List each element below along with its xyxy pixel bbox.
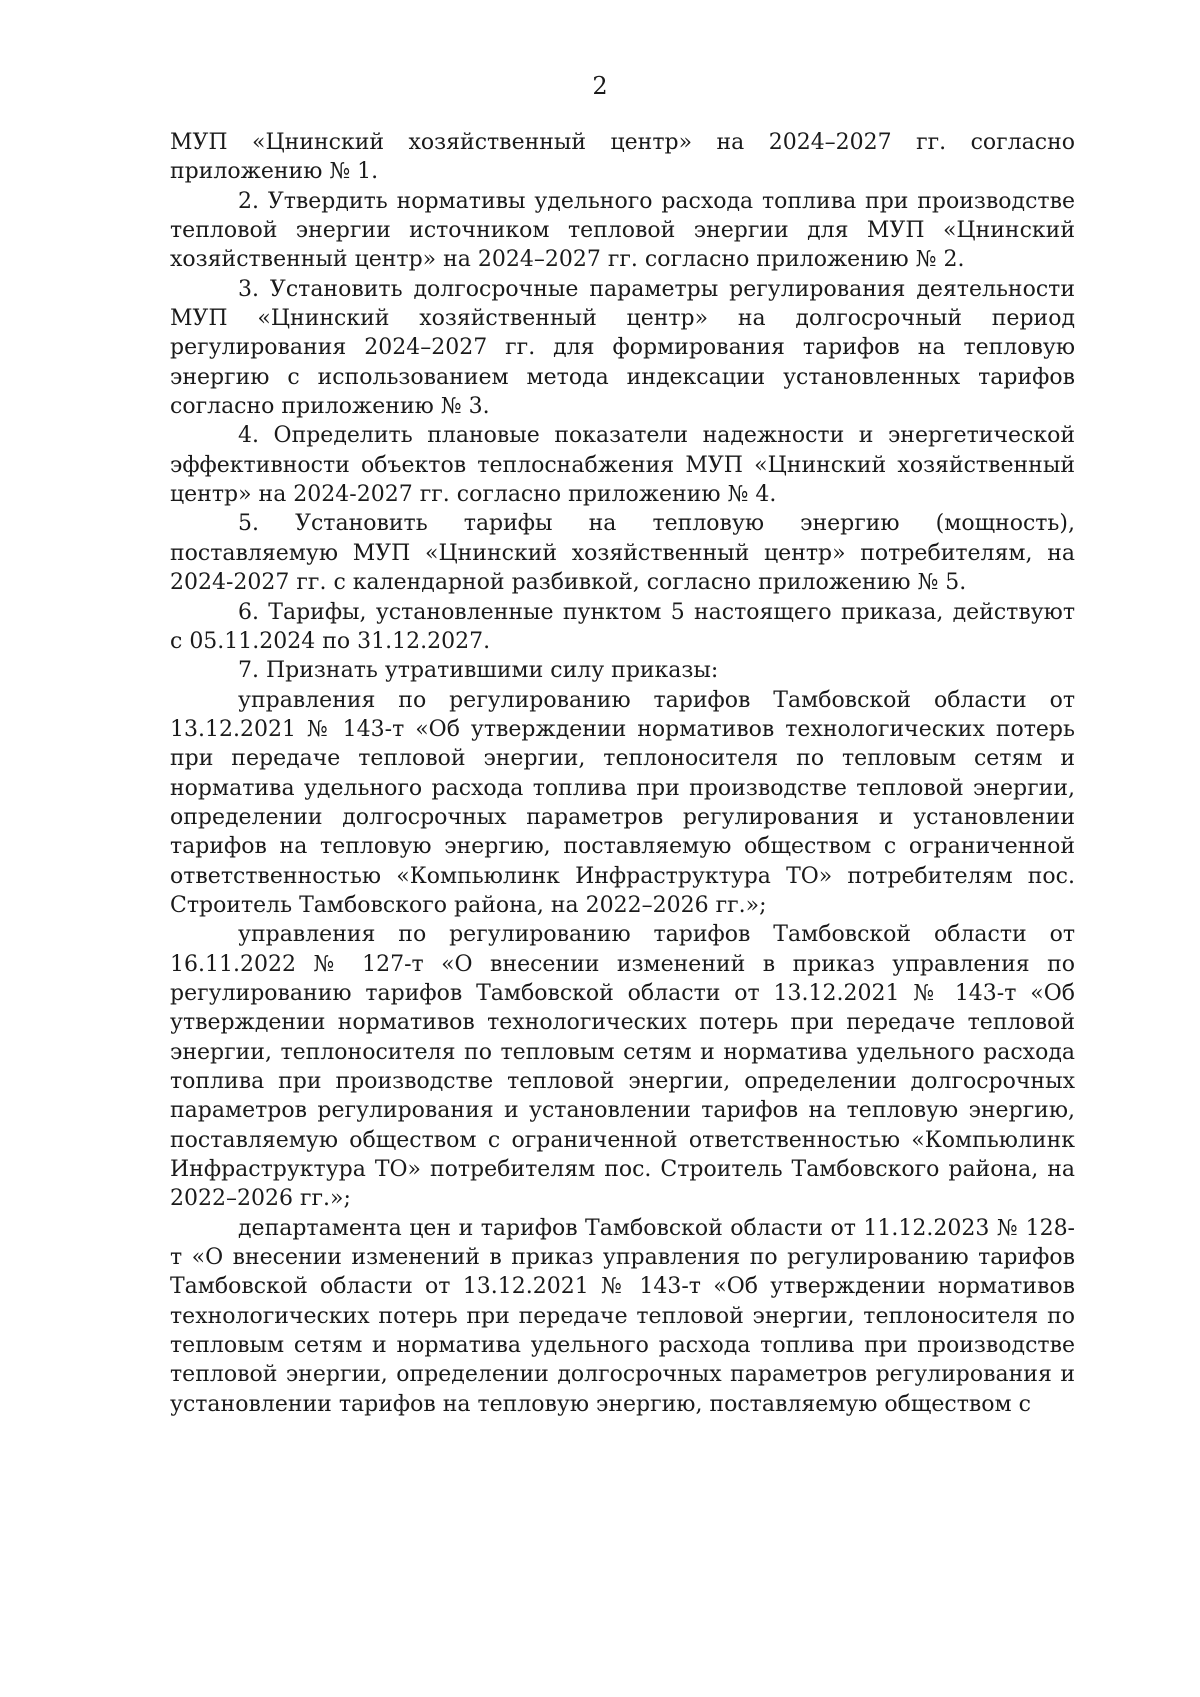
document-body bbox=[170, 128, 1075, 1419]
paragraph-item-2: 2. Утвердить нормативы удельного расхода топлива при производстве тепловой энергии источником тепловой энергии для МУП «Цнинский хозяйственный центр» на 2024–2027 гг. согласно приложению № 2. bbox=[170, 188, 1075, 273]
paragraph-repealed-order-2: управления по регулированию тарифов Тамбовской области от 16.11.2022 № 127-т «О внесении изменений в приказ управления по регулированию тарифов Тамбовской области от 13.12.2021 № 143-т «Об утверждении нормативов технологических потерь при передаче тепловой энергии, теплоносителя по тепловым сетям и норматива удельного расхода топлива при производстве тепловой энергии, определении долгосрочных параметров регулирования и установлении тарифов на тепловую энергию, поставляемую обществом с ограниченной ответственностью «Компьюлинк Инфраструктура ТО» потребителям пос. Строитель Тамбовского района, на 2022–2026 гг.»; bbox=[170, 922, 1075, 1212]
paragraph-continuation: МУП «Цнинский хозяйственный центр» на 2024–2027 гг. согласно приложению № 1. bbox=[170, 130, 1075, 185]
paragraph-item-3: 3. Установить долгосрочные параметры регулирования деятельности МУП «Цнинский хозяйственный центр» на долгосрочный период регулирования 2024–2027 гг. для формирования тарифов на тепловую энергию с использованием метода индексации установленных тарифов согласно приложению № 3. bbox=[170, 276, 1075, 420]
paragraph-item-7: 7. Признать утратившими силу приказы: bbox=[238, 658, 719, 684]
paragraph-repealed-order-3: департамента цен и тарифов Тамбовской области от 11.12.2023 № 128-т «О внесении изменений в приказ управления по регулированию тарифов Тамбовской области от 13.12.2021 № 143-т «Об утверждении нормативов технологических потерь при передаче тепловой энергии, теплоносителя по тепловым сетям и норматива удельного расхода топлива при производстве тепловой энергии, определении долгосрочных параметров регулирования и установлении тарифов на тепловую энергию, поставляемую обществом с bbox=[170, 1215, 1075, 1417]
paragraph-item-4: 4. Определить плановые показатели надежности и энергетической эффективности объектов теплоснабжения МУП «Цнинский хозяйственный центр» на 2024-2027 гг. согласно приложению № 4. bbox=[170, 423, 1075, 508]
paragraph-item-6: 6. Тарифы, установленные пунктом 5 настоящего приказа, действуют с 05.11.2024 по 31.12.2027. bbox=[170, 599, 1075, 654]
page-number: 2 bbox=[592, 72, 608, 100]
paragraph-repealed-order-1: управления по регулированию тарифов Тамбовской области от 13.12.2021 № 143-т «Об утверждении нормативов технологических потерь при передаче тепловой энергии, теплоносителя по тепловым сетям и норматива удельного расхода топлива при производстве тепловой энергии, определении долгосрочных параметров регулирования и установлении тарифов на тепловую энергию, поставляемую обществом с ограниченной ответственностью «Компьюлинк Инфраструктура ТО» потребителям пос. Строитель Тамбовского района, на 2022–2026 гг.»; bbox=[170, 687, 1075, 918]
paragraph-item-5: 5. Установить тарифы на тепловую энергию (мощность), поставляемую МУП «Цнинский хозяйственный центр» потребителям, на 2024-2027 гг. с календарной разбивкой, согласно приложению № 5. bbox=[170, 511, 1075, 596]
